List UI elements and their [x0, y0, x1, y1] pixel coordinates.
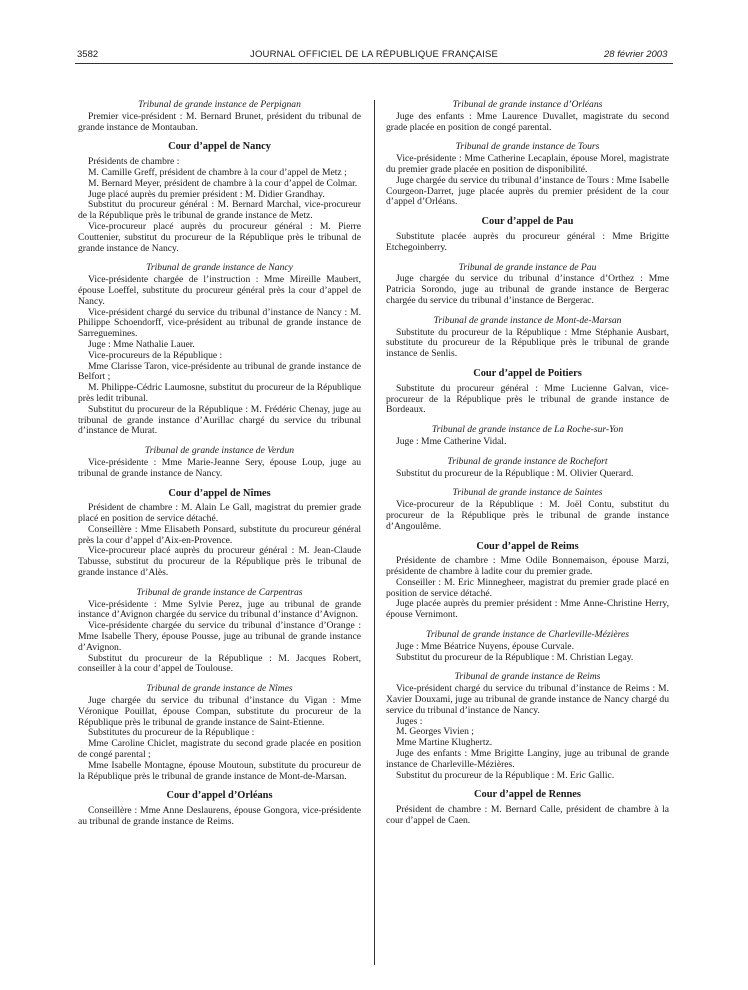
appointment-paragraph: Mme Clarisse Taron, vice-présidente au tribunal de grande instance de Belfort ; [78, 360, 361, 383]
section-tribunal-de-grande-instance-de-rochefort [386, 457, 669, 480]
section-tribunal-de-grande-instance-de-reims [386, 672, 669, 781]
tribunal-heading: Tribunal de grande instance de Reims [454, 671, 601, 683]
appointment-paragraph: M. Georges Vivien ; [396, 726, 474, 738]
section-tribunal-de-grande-instance-de-verdun [78, 446, 361, 479]
section-tribunal-de-grande-instance-de-perpignan [78, 100, 361, 133]
court-heading: Cour d’appel de Nancy [168, 141, 271, 153]
appointment-paragraph: Substitut du procureur de la République : M. Jacques Robert, conseiller à la cour d’appel de Toulouse. [78, 652, 361, 675]
appointment-paragraph: Présidente de chambre : Mme Odile Bonnemaison, épouse Marzi, présidente de chambre à ladite cour du premier grade. [386, 555, 669, 578]
appointment-paragraph: Vice-présidente : Mme Sylvie Perez, juge au tribunal de grande instance d’Avignon chargée du service du tribunal d’instance d’Avignon. [78, 598, 361, 621]
section-tribunal-de-grande-instance-de-saintes [386, 488, 669, 532]
appointment-paragraph: Conseillère : Mme Elisabeth Ponsard, substitute du procureur général près la cour d’appel d’Aix-en-Provence. [78, 523, 361, 546]
section-tribunal-de-grande-instance-d-orleans [386, 100, 669, 133]
appointment-paragraph: Juge chargée du service du tribunal d’instance de Tours : Mme Isabelle Courgeon-Darret, juge placée auprès du premier président de la cour d’appel d’Orléans. [386, 174, 669, 208]
appointment-paragraph: Juge : Mme Béatrice Nuyens, épouse Curvale. [396, 640, 574, 652]
tribunal-heading: Tribunal de grande instance de Verdun [144, 445, 295, 457]
tribunal-heading: Tribunal de grande instance d’Orléans [452, 99, 603, 110]
appointment-paragraph: Premier vice-président : M. Bernard Brunet, président du tribunal de grande instance de Montauban. [78, 110, 361, 133]
appointment-paragraph: Conseiller : M. Eric Minnegheer, magistrat du premier grade placé en position de service détaché. [386, 576, 669, 599]
section-tribunal-de-grande-instance-de-nancy [78, 263, 361, 437]
tribunal-heading: Tribunal de grande instance de Perpignan [138, 99, 301, 110]
court-heading: Cour d’appel de Nîmes [168, 487, 271, 499]
appointment-paragraph: Vice-présidente chargée de l’instruction : Mme Mireille Maubert, épouse Loeffel, substitute du procureur général près la cour d’appel de Nancy. [78, 274, 361, 307]
section-tribunal-de-grande-instance-de-mont-de-marsan [386, 316, 669, 360]
appointment-paragraph: Substitut du procureur de la République : M. Eric Gallic. [396, 769, 615, 781]
tribunal-heading: Tribunal de grande instance de Tours [455, 141, 600, 153]
appointment-paragraph: Juge placé auprès du premier président : M. Didier Grandhay. [88, 188, 325, 200]
section-cour-d-appel-de-nimes [78, 489, 361, 579]
section-tribunal-de-grande-instance-de-carpentras [78, 588, 361, 675]
appointment-paragraph: Vice-présidente chargée du service du tribunal d’instance d’Orange : Mme Isabelle Thery, épouse Pousse, juge au tribunal de grande instance d’Avignon. [78, 620, 361, 653]
appointment-paragraph: Substitute du procureur général : Mme Lucienne Galvan, vice-procureur de la République près le tribunal de grande instance de Bordeaux. [386, 382, 669, 416]
appointment-paragraph: Juge des enfants : Mme Laurence Duvallet, magistrate du second grade placée en position de congé parental. [386, 110, 669, 133]
right-column [386, 100, 669, 827]
section-cour-d-appel-de-poitiers [386, 369, 669, 416]
tribunal-heading: Tribunal de grande instance de Rochefort [447, 455, 608, 467]
appointment-paragraph: Vice-présidente : Mme Marie-Jeanne Sery, épouse Loup, juge au tribunal de grande instance de Nancy. [78, 456, 361, 479]
appointment-paragraph: Substitut du procureur de la République : M. Frédéric Chenay, juge au tribunal de grande instance d’Aurillac chargé du service du tribunal d’instance de Murat. [78, 403, 361, 437]
appointment-paragraph: Présidents de chambre : [88, 156, 180, 168]
appointment-paragraph: Juge des enfants : Mme Brigitte Langiny, juge au tribunal de grande instance de Charleville-Mézières. [386, 748, 669, 770]
appointment-paragraph: M. Bernard Meyer, président de chambre à la cour d’appel de Colmar. [88, 177, 358, 189]
tribunal-heading: Tribunal de grande instance de Nancy [146, 262, 293, 274]
section-cour-d-appel-de-pau [386, 217, 669, 253]
appointment-paragraph: Mme Isabelle Montagne, épouse Moutoun, substitute du procureur de la République près le tribunal de grande instance de Mont-de-Marsan. [78, 759, 361, 782]
tribunal-heading: Tribunal de grande instance de Pau [458, 261, 597, 273]
section-cour-d-appel-d-orleans [78, 791, 361, 827]
appointment-paragraph: Juge placée auprès du premier président : Mme Anne-Christine Herry, épouse Vernimont. [386, 598, 669, 621]
appointment-paragraph: Vice-procureur placé auprès du procureur général : M. Jean-Claude Tabusse, substitut du procureur de la République près le tribunal de grande instance d’Alès. [78, 545, 361, 579]
appointment-paragraph: Vice-procureur placé auprès du procureur général : M. Pierre Couttenier, substitut du procureur de la République près le tribunal de grande instance de Nancy. [78, 220, 361, 254]
appointment-paragraph: Substitute du procureur de la République : Mme Stéphanie Ausbart, substitute du procureur de la République près le tribunal de grande instance de Senlis. [386, 326, 669, 360]
section-cour-d-appel-de-nancy [78, 142, 361, 254]
appointment-paragraph: Vice-procureurs de la République : [88, 349, 223, 361]
column-divider [374, 100, 375, 965]
court-heading: Cour d’appel de Reims [476, 540, 579, 552]
appointment-paragraph: Vice-procureur de la République : M. Joël Contu, substitut du procureur de la République près le tribunal de grande instance d’Angoulême. [386, 499, 669, 532]
appointment-paragraph: Vice-présidente : Mme Catherine Lecaplain, épouse Morel, magistrate du premier grade placée en position de disponibilité. [386, 153, 669, 175]
appointment-paragraph: Substitute placée auprès du procureur général : Mme Brigitte Etchegoinberry. [386, 230, 669, 253]
appointment-paragraph: Substitut du procureur général : M. Bernard Marchal, vice-procureur de la République près le tribunal de grande instance de Metz. [78, 199, 361, 222]
section-tribunal-de-grande-instance-de-nimes [78, 684, 361, 782]
appointment-paragraph: Conseillère : Mme Anne Deslaurens, épouse Gongora, vice-présidente au tribunal de grande instance de Reims. [78, 805, 361, 828]
left-column [78, 100, 361, 828]
section-cour-d-appel-de-reims [386, 542, 669, 622]
appointment-paragraph: Mme Martine Klughertz. [396, 737, 493, 749]
appointment-paragraph: Substitut du procureur de la République : M. Olivier Querard. [396, 467, 634, 479]
section-cour-d-appel-de-rennes [386, 790, 669, 826]
page-header [0, 0, 748, 70]
appointment-paragraph: Substitutes du procureur de la République : [88, 727, 255, 739]
appointment-paragraph: M. Camille Greff, président de chambre à la cour d’appel de Metz ; [88, 166, 347, 178]
court-heading: Cour d’appel de Rennes [474, 789, 581, 801]
appointment-paragraph: Vice-président chargé du service du tribunal d’instance de Nancy : M. Philippe Schoendorff, vice-président au tribunal de grande instance de Sarreguemines. [78, 306, 361, 340]
court-heading: Cour d’appel de Poitiers [473, 367, 582, 379]
appointment-paragraph: Président de chambre : M. Bernard Calle, président de chambre à la cour d’appel de Caen. [386, 804, 669, 827]
tribunal-heading: Tribunal de grande instance de Mont-de-Marsan [433, 314, 622, 326]
court-heading: Cour d’appel d’Orléans [166, 790, 273, 802]
appointment-paragraph: Vice-président chargé du service du tribunal d’instance de Reims : M. Xavier Douxami, juge au tribunal de grande instance de Nancy chargé du service du tribunal d’instance de Nancy. [386, 683, 669, 716]
tribunal-heading: Tribunal de grande instance de Charleville-Mézières [426, 629, 629, 641]
section-tribunal-de-grande-instance-de-la-roche-sur-yon [386, 425, 669, 448]
tribunal-heading: Tribunal de grande instance de La Roche-sur-Yon [431, 424, 624, 436]
journal-title: JOURNAL OFFICIEL DE LA RÉPUBLIQUE FRANÇAISE [250, 49, 499, 60]
section-tribunal-de-grande-instance-de-tours [386, 142, 669, 208]
tribunal-heading: Tribunal de grande instance de Carpentras [136, 586, 303, 598]
appointment-paragraph: Président de chambre : M. Alain Le Gall, magistrat du premier grade placé en position de service détaché. [78, 502, 361, 525]
header-rule [75, 63, 673, 64]
appointment-paragraph: Substitut du procureur de la République : M. Christian Legay. [396, 651, 634, 663]
appointment-paragraph: Mme Caroline Chiclet, magistrate du second grade placée en position de congé parental ; [78, 738, 361, 761]
page-number: 3582 [77, 49, 99, 60]
tribunal-heading: Tribunal de grande instance de Nîmes [146, 683, 293, 695]
appointment-paragraph: Juges : [396, 715, 423, 727]
appointment-paragraph: Juge chargée du service du tribunal d’instance du Vigan : Mme Véronique Pouillat, épouse Compan, substitute du procureur de la République près le tribunal de grande instance de Saint-Etienne. [78, 695, 361, 728]
court-heading: Cour d’appel de Pau [481, 216, 574, 228]
section-tribunal-de-grande-instance-de-pau [386, 263, 669, 307]
issue-date: 28 février 2003 [604, 49, 668, 60]
section-tribunal-de-grande-instance-de-charleville-mezieres [386, 630, 669, 663]
appointment-paragraph: Juge chargée du service du tribunal d’instance d’Orthez : Mme Patricia Sorondo, juge au tribunal de grande instance de Bergerac chargée du service du tribunal d’instance de Bergerac. [386, 273, 669, 306]
appointment-paragraph: M. Philippe-Cédric Laumosne, substitut du procureur de la République près ledit tribunal. [78, 382, 361, 404]
appointment-paragraph: Juge : Mme Catherine Vidal. [396, 435, 507, 447]
tribunal-heading: Tribunal de grande instance de Saintes [452, 487, 603, 499]
appointment-paragraph: Juge : Mme Nathalie Lauer. [88, 338, 195, 350]
